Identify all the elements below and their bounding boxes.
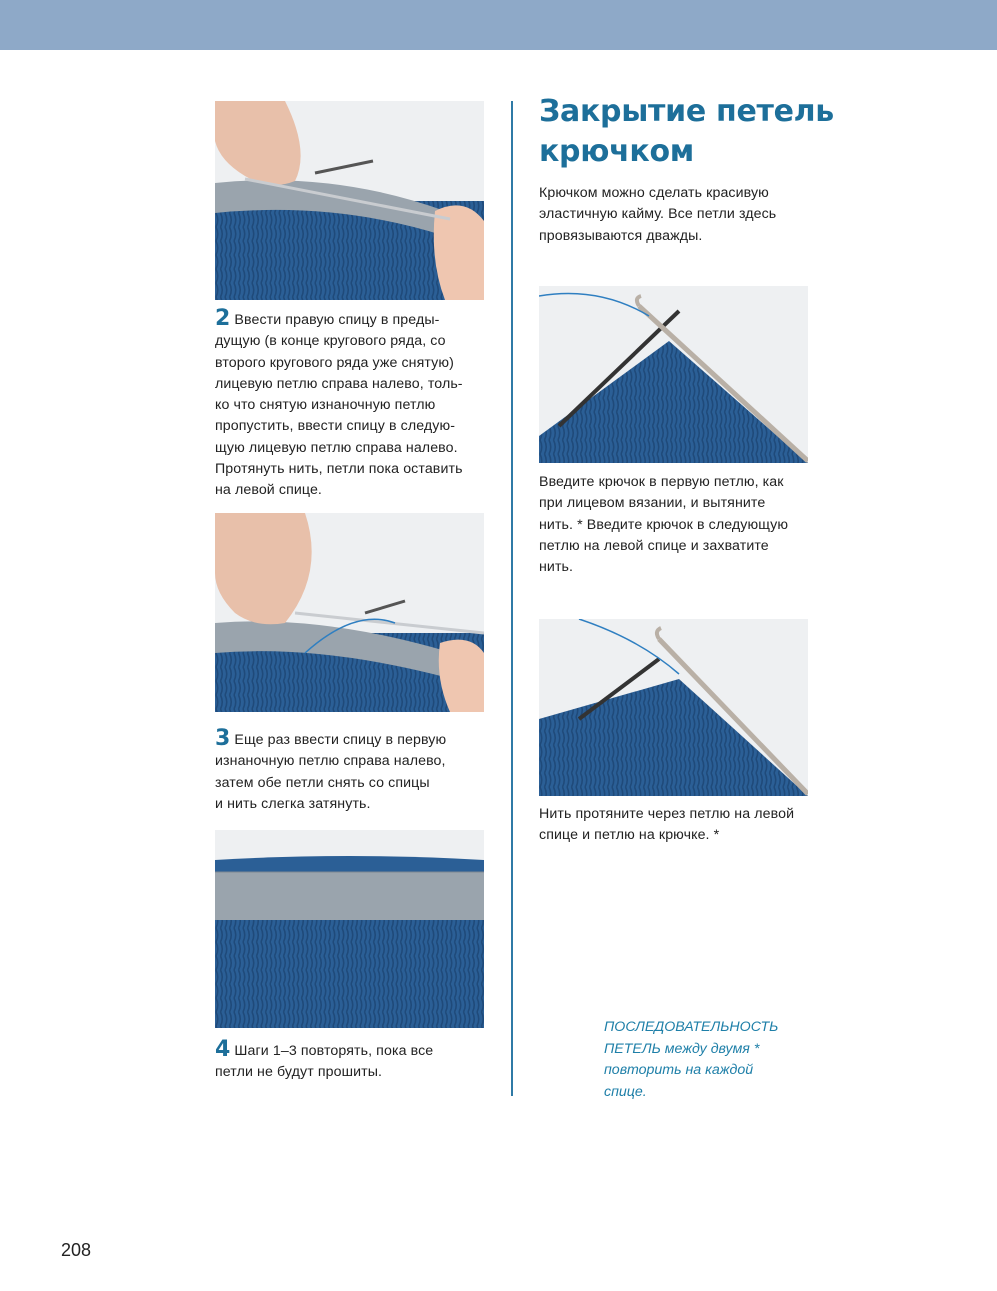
photo-step-3-knitting [215, 513, 484, 712]
header-band [0, 0, 997, 50]
photo-step-2-knitting [215, 101, 484, 300]
column-divider [511, 101, 513, 1096]
section-title: Закрытие петель крючком [539, 94, 834, 169]
step-4-caption: 4 Шаги 1–3 повторять, пока все петли не будут прошиты. [215, 1037, 434, 1081]
page-number: 208 [61, 1240, 92, 1260]
step-number: 2 [215, 306, 231, 331]
step-number: 4 [215, 1037, 231, 1062]
step-number: 3 [215, 726, 231, 751]
crochet-caption-2: Нить протяните через петлю на левой спице и петлю на крючке. * [539, 806, 795, 844]
sequence-note: ПОСЛЕДОВАТЕЛЬНОСТЬ ПЕТЕЛЬ между двумя * повторить на каждой спице. [604, 1019, 779, 1100]
photo-crochet-step-1 [539, 286, 808, 463]
photo-step-4-knitting [215, 830, 484, 1028]
crochet-caption-1: Введите крючок в первую петлю, как при лицевом вязании, и вытяните нить. * Введите крючок в следующую петлю на левой спице и захватите нить. [539, 474, 789, 576]
section-intro: Крючком можно сделать красивую эластичную кайму. Все петли здесь провязываются дважды. [539, 185, 777, 244]
photo-crochet-step-2 [539, 619, 808, 796]
step-3-caption: 3 Еще раз ввести спицу в первую изнаночную петлю справа налево, затем обе петли снять со спицы и нить слегка затянуть. [215, 726, 447, 812]
step-2-caption: 2 Ввести правую спицу в преды- дущую (в конце кругового ряда, со второго кругового ряда уже снятую) лицевую петлю справа налево, толь- ко что снятую изнаночную петлю пропустить, ввести спицу в следую- щую лицевую петлю справа налево. Протянуть нить, петли пока оставить на левой спице. [215, 306, 463, 499]
